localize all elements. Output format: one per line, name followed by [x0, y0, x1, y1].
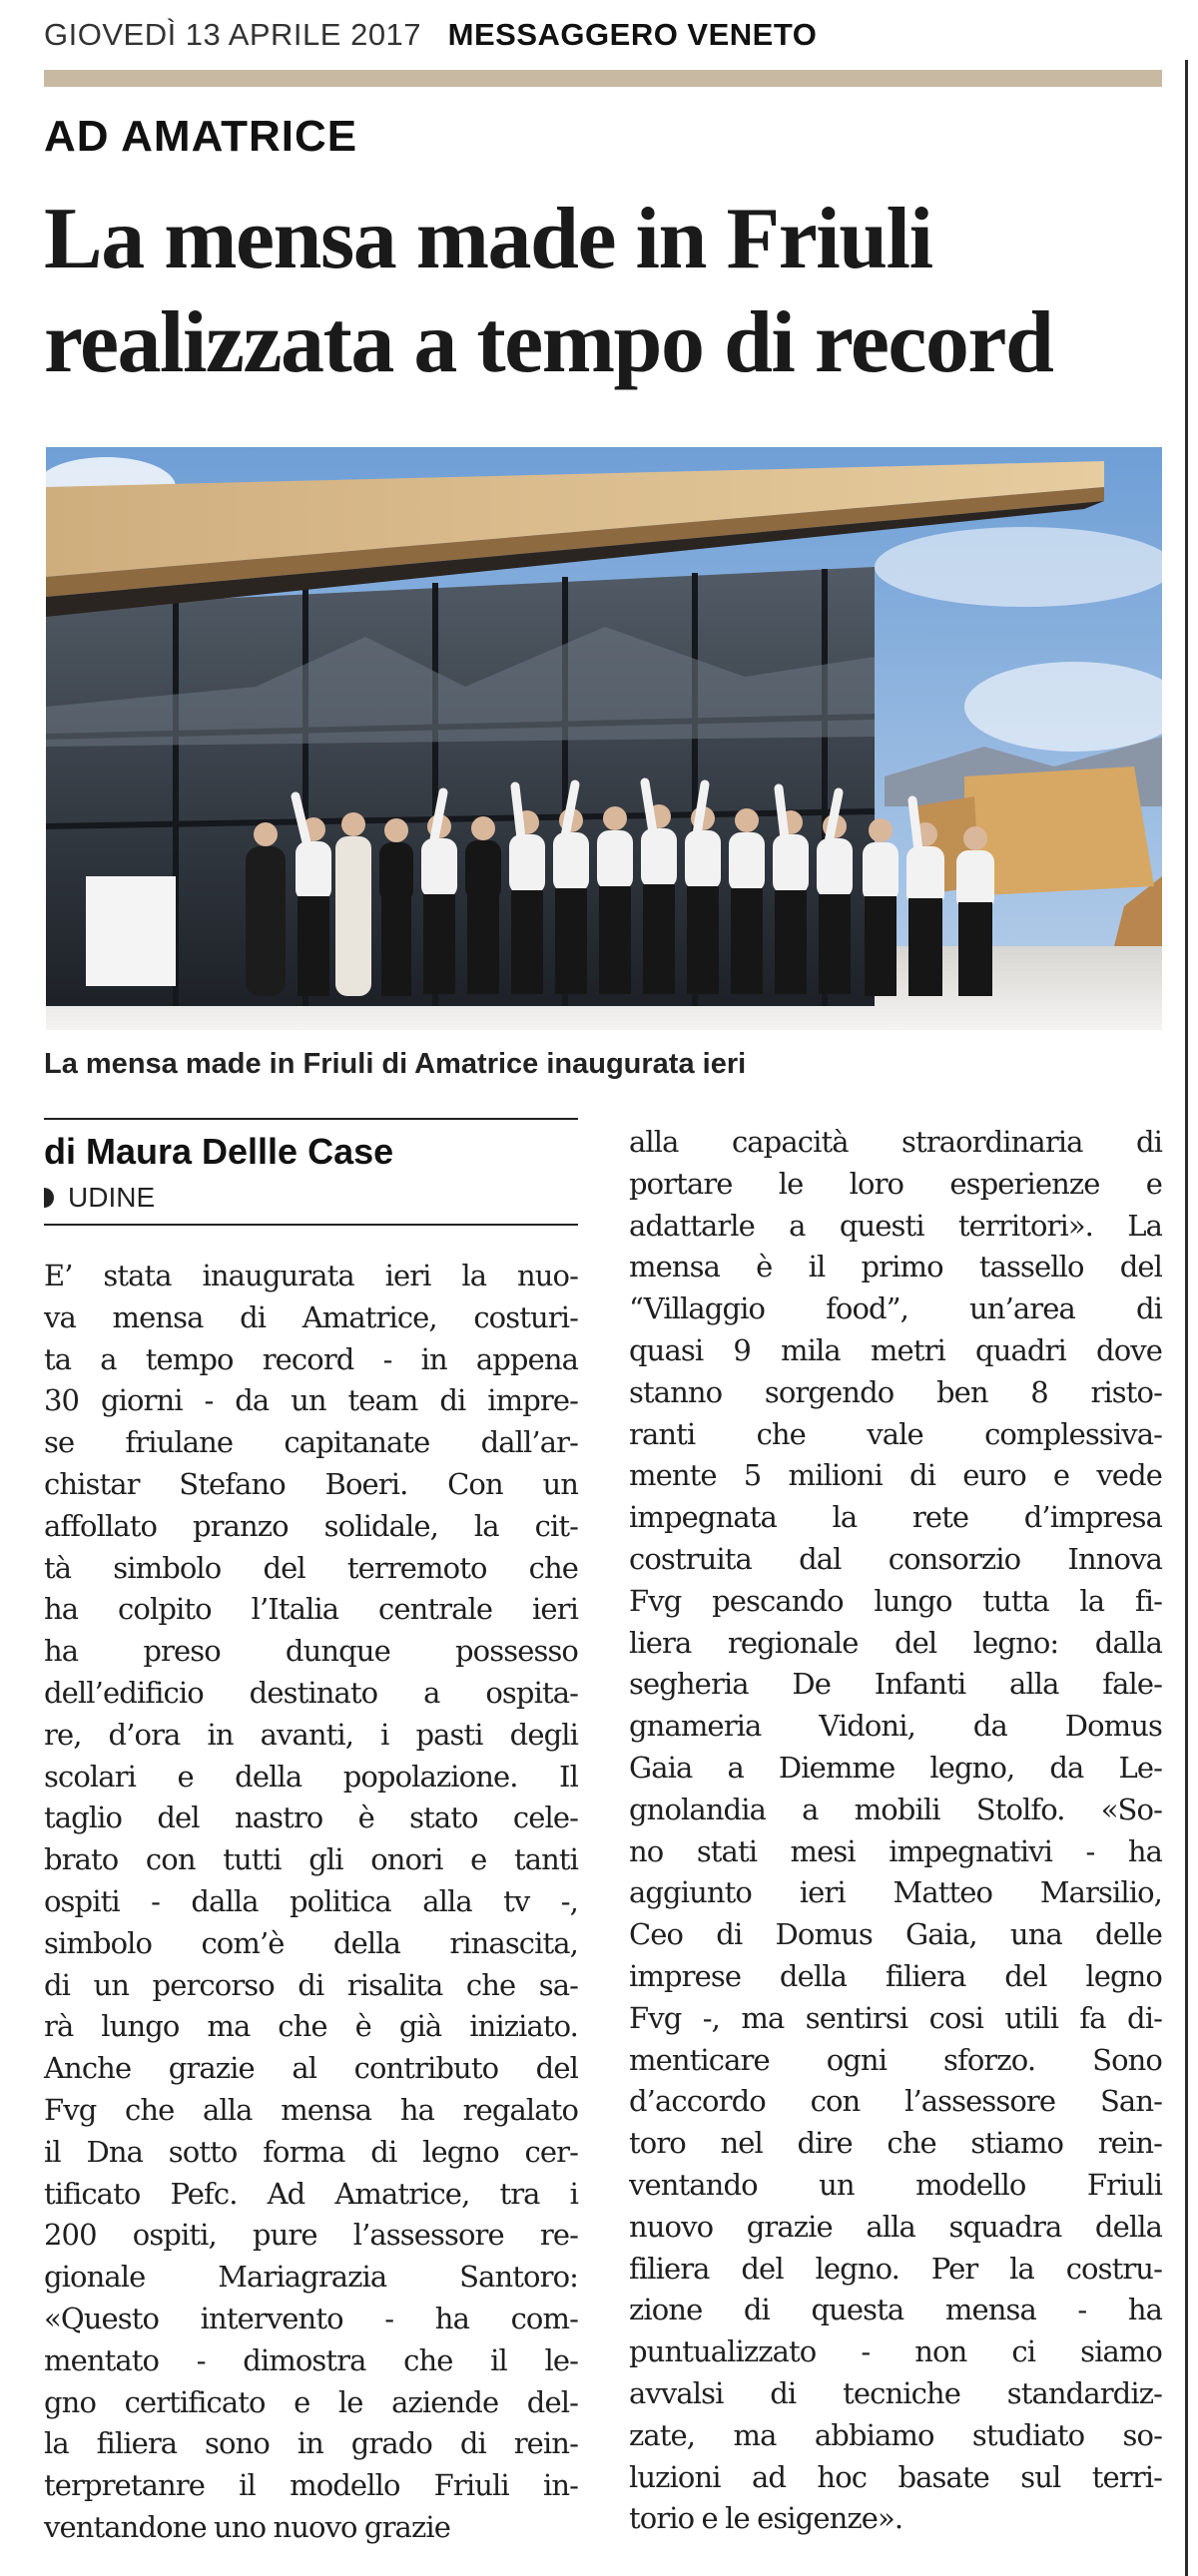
- body-line: 30 giorni - da un team di impre-: [44, 1383, 578, 1418]
- body-line: gnameria Vidoni, da Domus: [629, 1709, 1162, 1744]
- body-line: Fvg pescando lungo tutta la fi-: [629, 1583, 1162, 1618]
- body-line: costruita dal consorzio Innova: [629, 1541, 1162, 1576]
- body-line: zione di questa mensa - ha: [629, 2293, 1162, 2327]
- body-line: torio e le esigenze».: [629, 2501, 903, 2536]
- body-line: 200 ospiti, pure l’assessore re-: [44, 2218, 578, 2253]
- body-line: filiera del legno. Per la costru-: [629, 2251, 1162, 2286]
- body-line: gionale Mariagrazia Santoro:: [44, 2260, 578, 2295]
- body-line: stanno sorgendo ben 8 risto-: [629, 1374, 1162, 1409]
- body-line: gnolandia a mobili Stolfo. «So-: [629, 1792, 1162, 1826]
- body-line: rà lungo ma che è già iniziato.: [44, 2009, 578, 2044]
- body-line: d’accordo con l’assessore San-: [629, 2084, 1162, 2119]
- body-line: se friulane capitanate dall’ar-: [44, 1425, 578, 1460]
- body-line: gno certificato e le aziende del-: [44, 2384, 578, 2419]
- dateline-city: UDINE: [68, 1182, 156, 1213]
- body-line: menticare ogni sforzo. Sono: [629, 2042, 1162, 2077]
- article-body-left: [44, 1256, 578, 2549]
- headline-line: La mensa made in Friuli: [44, 191, 932, 287]
- body-line: liera regionale del legno: dalla: [629, 1625, 1162, 1660]
- body-line: terpretanre il modello Friuli in-: [44, 2468, 578, 2503]
- article-column-left: [44, 1118, 578, 2549]
- body-line: nuovo grazie alla squadra della: [629, 2209, 1162, 2244]
- body-line: Gaia a Diemme legno, da Le-: [629, 1750, 1162, 1785]
- body-line: ranti che vale complessiva-: [629, 1416, 1162, 1451]
- masthead-rule: [44, 70, 1162, 87]
- byline: di Maura Dellle Case: [44, 1131, 394, 1172]
- body-line: avvalsi di tecniche standardiz-: [629, 2375, 1162, 2410]
- body-line: “Villaggio food”, un’area di: [629, 1291, 1162, 1326]
- byline-rule: [44, 1118, 578, 1120]
- body-line: affollato pranzo solidale, la cit-: [44, 1508, 578, 1543]
- issue-date: GIOVEDÌ 13 APRILE 2017: [44, 17, 422, 52]
- body-line: scolari e della popolazione. Il: [44, 1759, 578, 1794]
- headline-line: realizzata a tempo di record: [44, 294, 1053, 391]
- body-line: simbolo com’è della rinascita,: [44, 1925, 578, 1960]
- article-headline: [44, 188, 1172, 395]
- body-line: chistar Stefano Boeri. Con un: [44, 1466, 578, 1501]
- body-line: mente 5 milioni di euro e vede: [629, 1458, 1162, 1493]
- body-line: Fvg -, ma sentirsi cosi utili fa di-: [629, 2000, 1162, 2035]
- body-line: dell’edificio destinato a ospita-: [44, 1675, 578, 1710]
- body-line: segheria De Infanti alla fale-: [629, 1667, 1162, 1702]
- body-line: di un percorso di risalita che sa-: [44, 1967, 578, 2002]
- body-line: la filiera sono in grado di rein-: [44, 2426, 578, 2461]
- body-line: luzioni ad hoc basate sul terri-: [629, 2459, 1162, 2494]
- column-rule-right: [1185, 60, 1188, 2576]
- body-line: ventando un modello Friuli: [629, 2167, 1162, 2202]
- body-line: va mensa di Amatrice, costuri-: [44, 1299, 578, 1334]
- body-line: no stati mesi impegnativi - ha: [629, 1833, 1162, 1868]
- article-column-right: [629, 1122, 1162, 2540]
- body-line: tificato Pefc. Ad Amatrice, tra i: [44, 2176, 578, 2211]
- body-line: ha preso dunque possesso: [44, 1634, 578, 1669]
- body-line: Fvg che alla mensa ha regalato: [44, 2092, 578, 2127]
- body-line: impegnata la rete d’impresa: [629, 1500, 1162, 1535]
- body-line: quasi 9 mila metri quadri dove: [629, 1332, 1162, 1367]
- body-line: taglio del nastro è stato cele-: [44, 1801, 578, 1835]
- newspaper-name: MESSAGGERO VENETO: [447, 17, 818, 52]
- body-line: portare le loro esperienze e: [629, 1166, 1162, 1201]
- body-line: zate, ma abbiamo studiato so-: [629, 2417, 1162, 2452]
- body-line: ha colpito l’Italia centrale ieri: [44, 1592, 578, 1627]
- body-line: puntualizzato - non ci siamo: [629, 2334, 1162, 2369]
- article-photo: [46, 447, 1162, 1030]
- dateline-marker-icon: [44, 1188, 54, 1208]
- body-line: E’ stata inaugurata ieri la nuo-: [44, 1259, 578, 1292]
- article-body-right: [629, 1122, 1162, 2540]
- masthead: [44, 10, 1162, 60]
- body-line: re, d’ora in avanti, i pasti degli: [44, 1717, 578, 1752]
- photo-illustration: [46, 447, 1162, 1030]
- body-line: mentato - dimostra che il le-: [44, 2342, 578, 2377]
- byline-rule: [44, 1224, 578, 1226]
- body-line: aggiunto ieri Matteo Marsilio,: [629, 1875, 1162, 1910]
- body-line: Ceo di Domus Gaia, una delle: [629, 1917, 1162, 1952]
- body-line: brato con tutti gli onori e tanti: [44, 1842, 578, 1877]
- body-line: tà simbolo del terremoto che: [44, 1550, 578, 1585]
- body-line: mensa è il primo tassello del: [629, 1250, 1162, 1285]
- photo-caption: La mensa made in Friuli di Amatrice inaugurata ieri: [44, 1048, 747, 1080]
- body-line: toro nel dire che stiamo rein-: [629, 2126, 1162, 2161]
- body-line: imprese della filiera del legno: [629, 1958, 1162, 1993]
- body-line: Anche grazie al contributo del: [44, 2051, 578, 2086]
- body-line: alla capacità straordinaria di: [629, 1125, 1162, 1159]
- body-line: ospiti - dalla politica alla tv -,: [44, 1883, 578, 1918]
- body-line: il Dna sotto forma di legno cer-: [44, 2134, 578, 2169]
- article-kicker: AD AMATRICE: [44, 112, 358, 161]
- body-line: ta a tempo record - in appena: [44, 1341, 578, 1376]
- body-line: adattarle a questi territori». La: [629, 1208, 1162, 1243]
- dateline: [44, 1178, 578, 1218]
- body-line: «Questo intervento - ha com-: [44, 2301, 578, 2335]
- body-line: ventandone uno nuovo grazie: [44, 2509, 450, 2544]
